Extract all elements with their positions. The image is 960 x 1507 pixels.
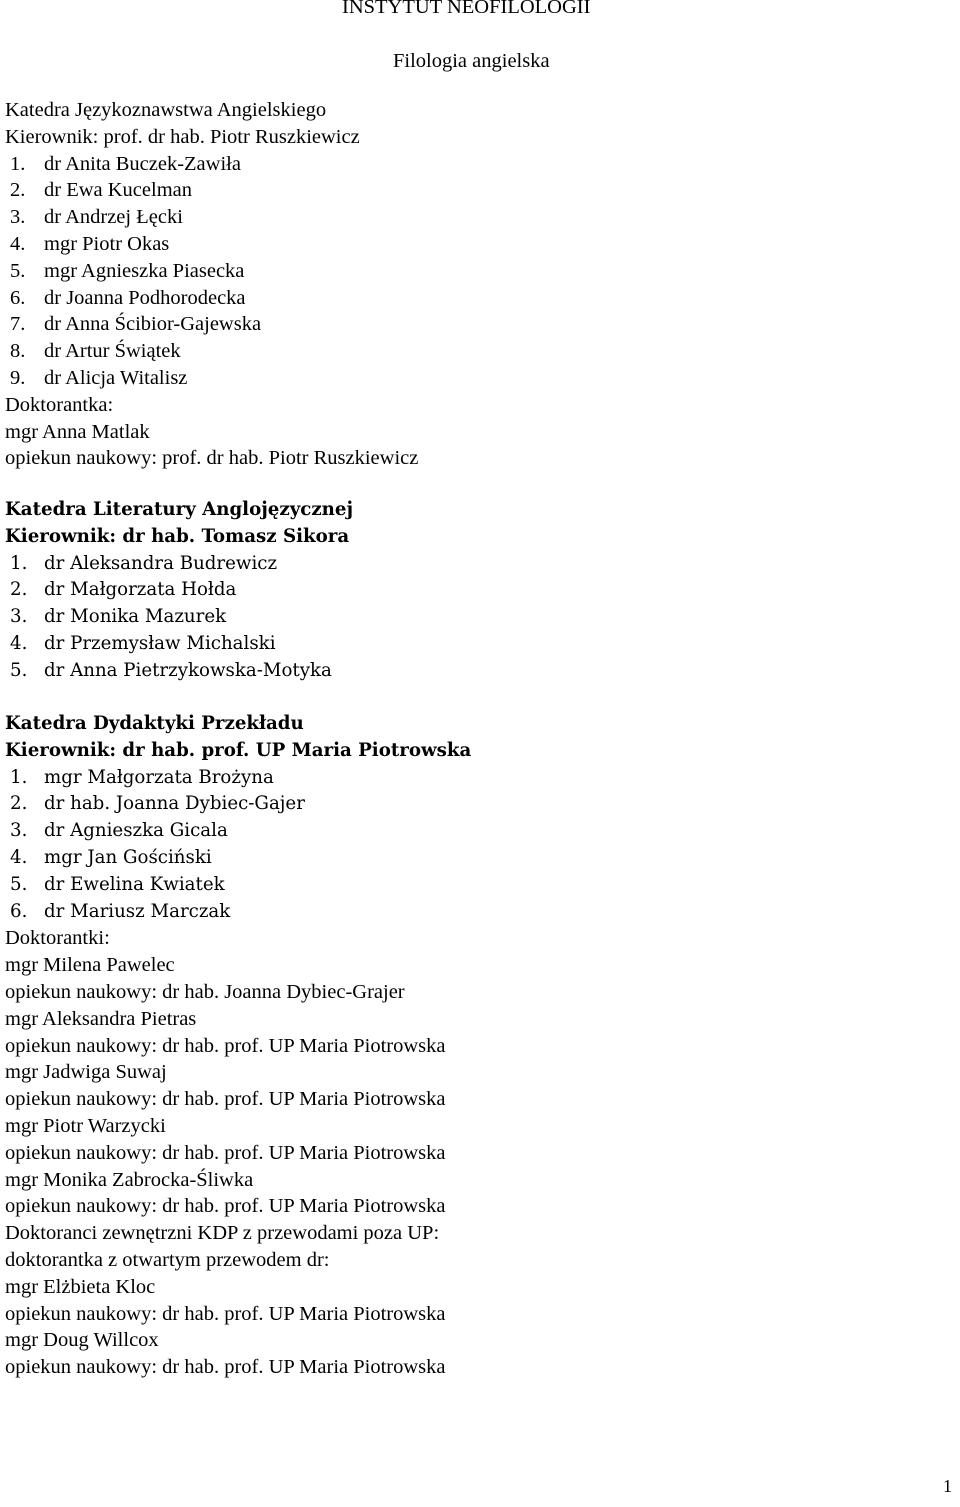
department-title: Katedra Literatury Anglojęzycznej — [5, 499, 354, 520]
department-head: Kierownik: prof. dr hab. Piotr Ruszkiewicz — [5, 125, 360, 148]
department-title: Katedra Językoznawstwa Angielskiego — [5, 99, 327, 121]
member-name: dr Anna Ścibior-Gajewska — [44, 313, 262, 336]
list-number: 3. — [10, 606, 28, 628]
supervisor-line: opiekun naukowy: dr hab. Joanna Dybiec-Grajer — [5, 980, 405, 1003]
list-item — [5, 658, 353, 685]
list-item — [5, 258, 418, 285]
list-item — [5, 872, 471, 899]
department-head: Kierownik: dr hab. Tomasz Sikora — [5, 525, 350, 547]
list-item — [5, 899, 471, 926]
department-translation — [5, 711, 471, 1381]
list-item — [5, 338, 418, 365]
member-name: dr Ewa Kucelman — [44, 179, 192, 202]
list-item — [5, 151, 418, 178]
list-number: 6. — [10, 900, 28, 922]
list-item — [5, 818, 471, 845]
list-number: 2. — [10, 793, 28, 815]
list-item — [5, 765, 471, 792]
member-name: dr Alicja Witalisz — [44, 366, 188, 389]
member-name: dr Joanna Podhorodecka — [44, 286, 246, 309]
supervisor-line: opiekun naukowy: prof. dr hab. Piotr Ruszkiewicz — [5, 447, 419, 470]
doctoral-label: Doktorantka: — [5, 393, 114, 416]
list-number: 5. — [10, 259, 26, 282]
department-head: Kierownik: dr hab. prof. UP Maria Piotrowska — [5, 739, 472, 761]
member-name: mgr Jan Gościński — [44, 846, 212, 868]
list-item — [5, 791, 471, 818]
member-name: dr Ewelina Kwiatek — [44, 873, 225, 895]
list-item — [5, 285, 418, 312]
open-doctorate-label: doktorantka z otwartym przewodem dr: — [5, 1248, 330, 1271]
doctoral-label: Doktorantki: — [5, 927, 110, 950]
program-title: Filologia angielska — [393, 50, 550, 72]
list-number: 2. — [10, 579, 28, 601]
doctoral-student: mgr Piotr Warzycki — [5, 1114, 166, 1137]
supervisor-line: opiekun naukowy: dr hab. prof. UP Maria Piotrowska — [5, 1141, 446, 1164]
member-name: dr Aleksandra Budrewicz — [44, 552, 278, 574]
list-number: 1. — [10, 152, 26, 175]
list-number: 4. — [10, 232, 26, 255]
member-name: mgr Agnieszka Piasecka — [44, 259, 245, 282]
member-name: dr Agnieszka Gicala — [44, 820, 228, 842]
list-item — [5, 204, 418, 231]
doctoral-student: mgr Milena Pawelec — [5, 954, 175, 977]
supervisor-line: opiekun naukowy: dr hab. prof. UP Maria Piotrowska — [5, 1302, 446, 1325]
list-item — [5, 311, 418, 338]
supervisor-line: opiekun naukowy: dr hab. prof. UP Maria Piotrowska — [5, 1356, 446, 1379]
list-item — [5, 604, 353, 631]
list-number: 4. — [10, 632, 28, 654]
list-number: 4. — [10, 846, 28, 868]
member-name: mgr Małgorzata Brożyna — [44, 766, 274, 788]
page-number: 1 — [943, 1476, 952, 1496]
list-item — [5, 551, 353, 578]
list-number: 5. — [10, 659, 28, 681]
list-item — [5, 365, 418, 392]
institute-title: INSTYTUT NEOFILOLOGII — [342, 0, 591, 18]
member-name: dr Małgorzata Hołda — [44, 579, 237, 601]
supervisor-line: opiekun naukowy: dr hab. prof. UP Maria Piotrowska — [5, 1195, 446, 1218]
member-name: dr Anita Buczek-Zawiła — [44, 152, 241, 175]
list-number: 3. — [10, 206, 26, 229]
list-number: 8. — [10, 340, 26, 363]
list-item — [5, 177, 418, 204]
member-name: dr Anna Pietrzykowska-Motyka — [44, 659, 332, 681]
doctoral-student: mgr Anna Matlak — [5, 420, 150, 443]
list-number: 7. — [10, 313, 26, 336]
list-number: 1. — [10, 766, 28, 788]
member-name: dr Monika Mazurek — [44, 606, 227, 628]
doctoral-student: mgr Aleksandra Pietras — [5, 1007, 197, 1030]
department-literature — [5, 497, 353, 685]
list-number: 2. — [10, 179, 26, 202]
list-item — [5, 845, 471, 872]
department-linguistics — [5, 97, 418, 472]
list-number: 3. — [10, 820, 28, 842]
external-doctoral-label: Doktoranci zewnętrzni KDP z przewodami poza UP: — [5, 1222, 440, 1245]
list-number: 5. — [10, 873, 28, 895]
list-item — [5, 231, 418, 258]
list-number: 6. — [10, 286, 26, 309]
supervisor-line: opiekun naukowy: dr hab. prof. UP Maria Piotrowska — [5, 1034, 446, 1057]
doctoral-student: mgr Monika Zabrocka-Śliwka — [5, 1168, 254, 1191]
department-title: Katedra Dydaktyki Przekładu — [5, 713, 304, 734]
list-number: 9. — [10, 366, 26, 389]
list-number: 1. — [10, 552, 28, 574]
supervisor-line: opiekun naukowy: dr hab. prof. UP Maria Piotrowska — [5, 1088, 446, 1111]
member-name: dr Mariusz Marczak — [44, 900, 231, 922]
member-name: dr Andrzej Łęcki — [44, 206, 183, 229]
list-item — [5, 577, 353, 604]
doctoral-student: mgr Jadwiga Suwaj — [5, 1061, 167, 1084]
member-name: dr Przemysław Michalski — [44, 632, 276, 654]
member-name: dr Artur Świątek — [44, 340, 181, 363]
doctoral-student: mgr Elżbieta Kloc — [5, 1275, 156, 1298]
member-name: mgr Piotr Okas — [44, 232, 170, 255]
doctoral-student: mgr Doug Willcox — [5, 1329, 159, 1352]
list-item — [5, 631, 353, 658]
member-name: dr hab. Joanna Dybiec-Gajer — [44, 793, 305, 815]
